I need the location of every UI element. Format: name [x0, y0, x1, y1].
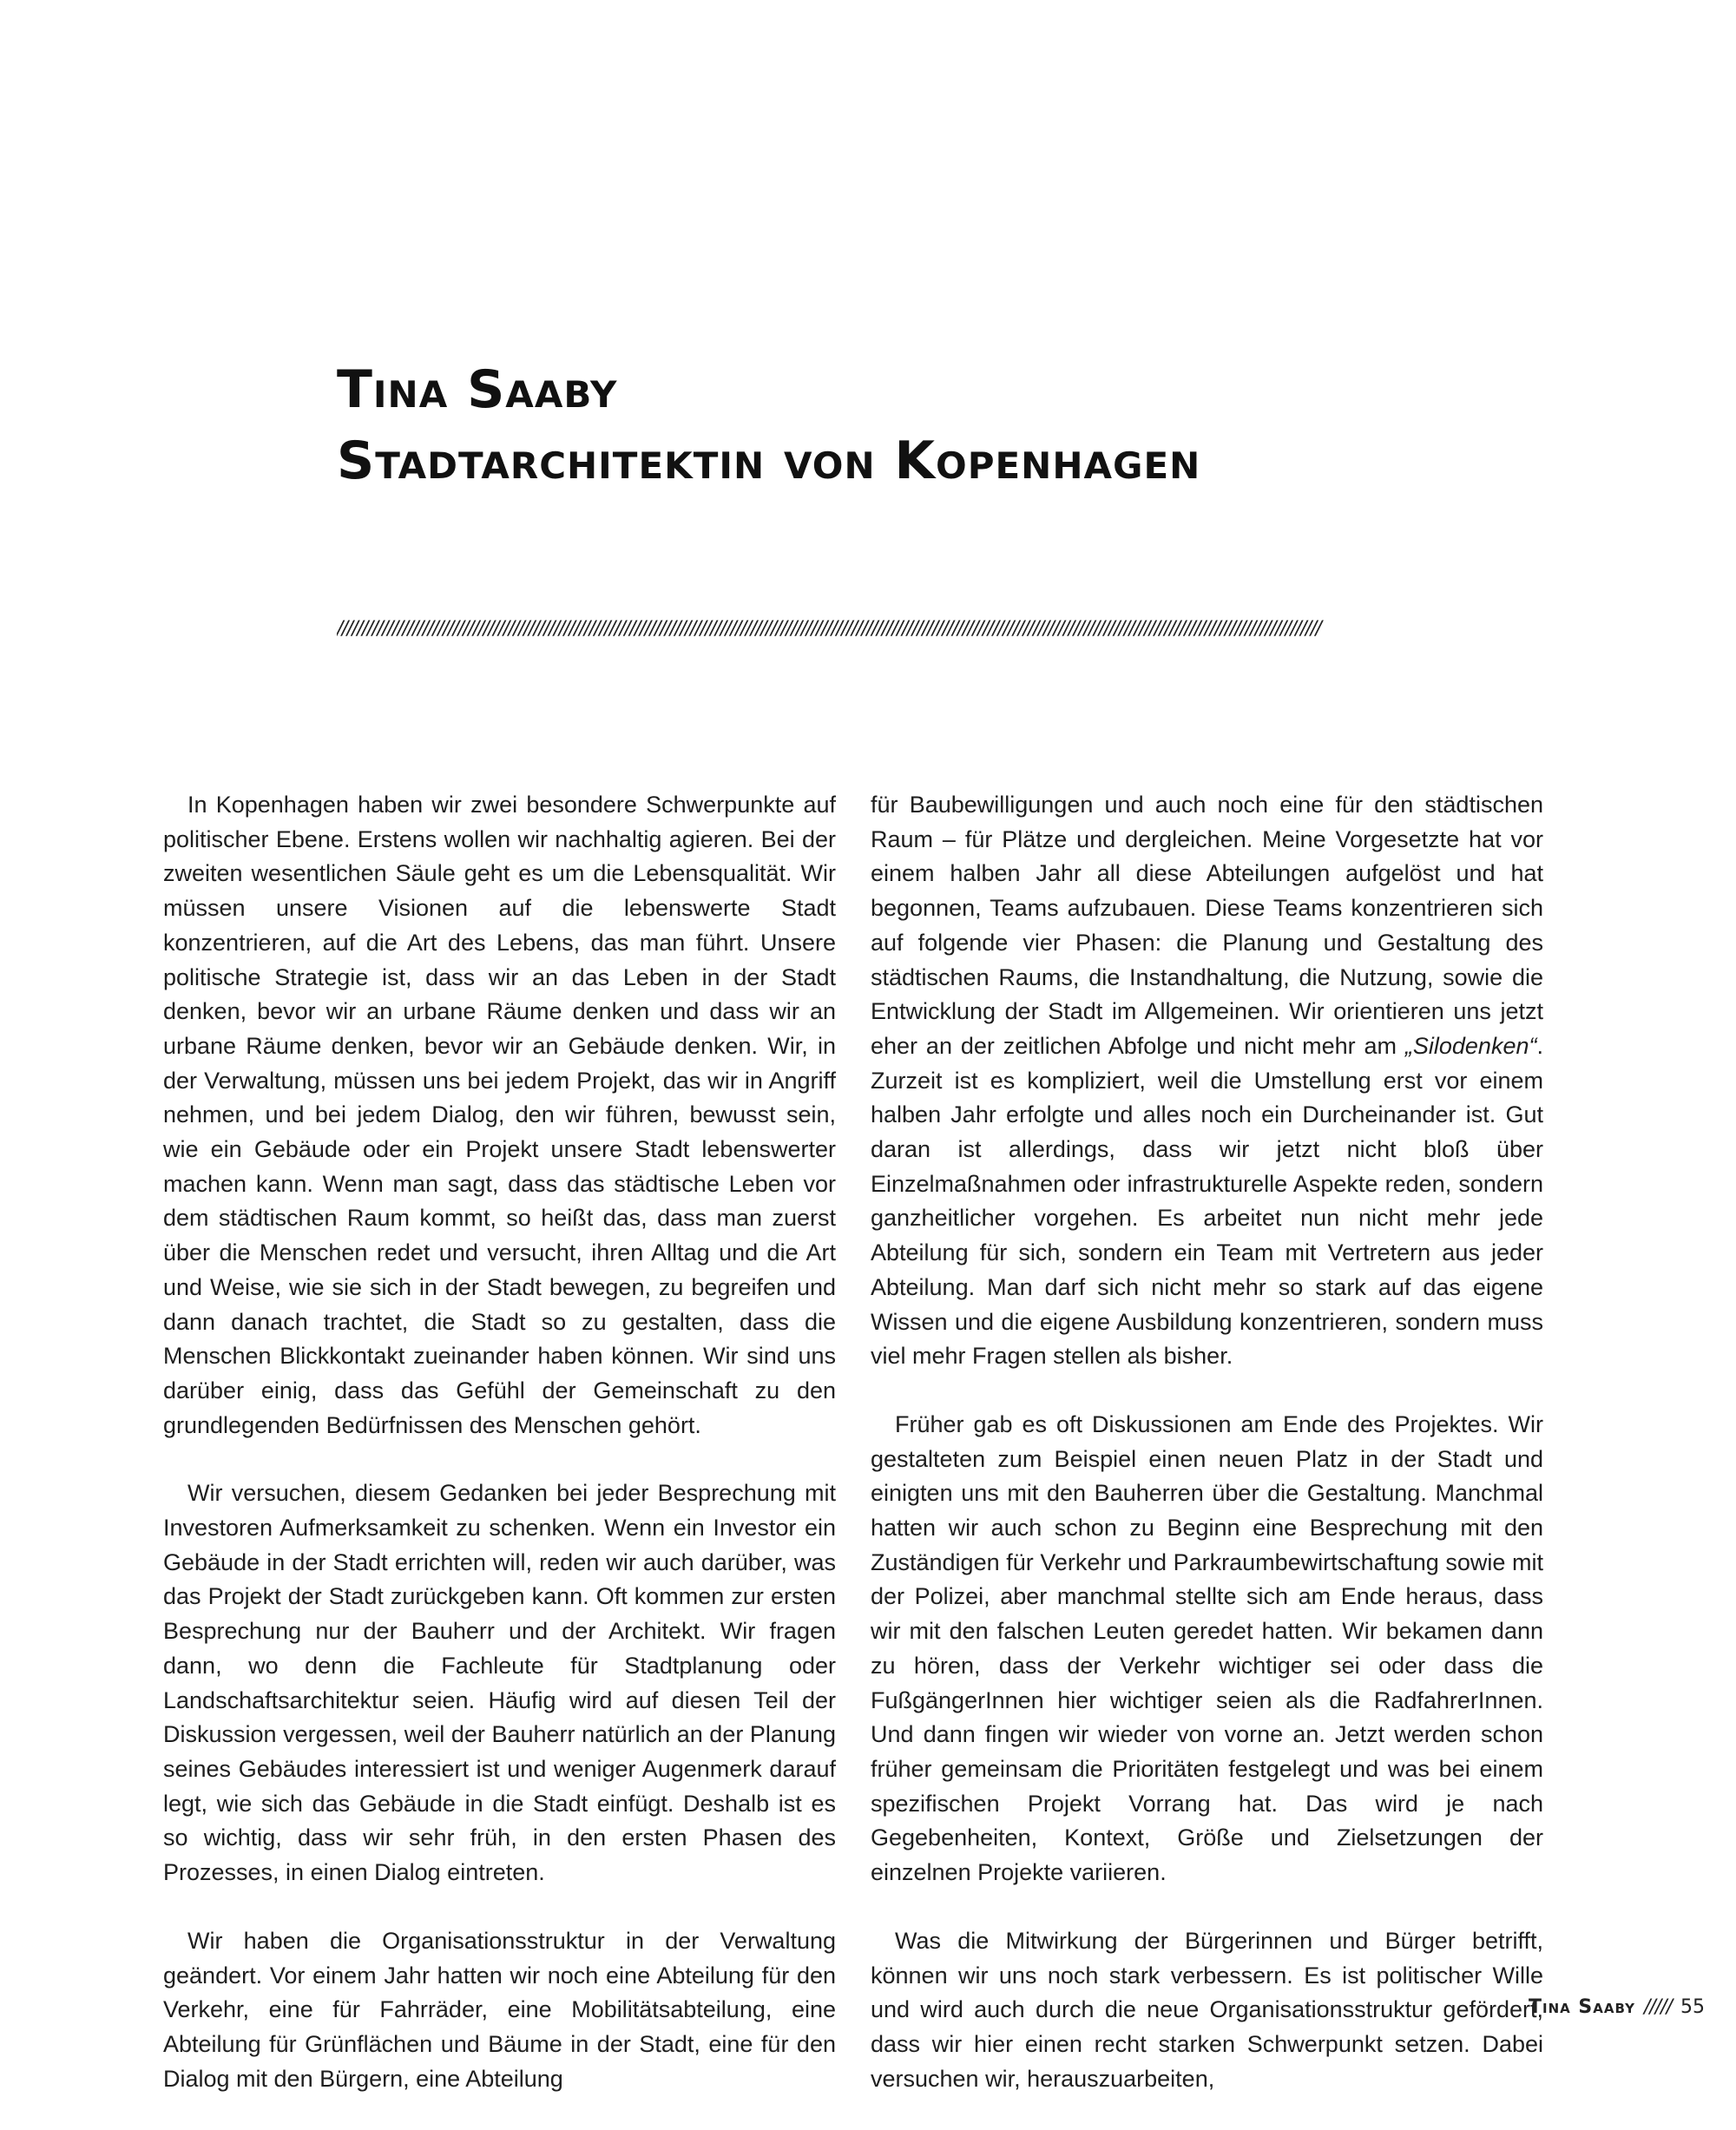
page-footer: [1529, 1996, 1705, 2018]
title-author-name: Tina Saaby: [337, 359, 618, 420]
left-text-column: [163, 788, 836, 2130]
paragraph: Wir versuchen, diesem Gedanken bei jeder Besprechung mit Investoren Aufmerksamkeit zu schenken. Wenn ein Investor ein Gebäude in der Stadt errichten will, reden wir auch darüber, was das Projekt der Stadt zurückgeben kann. Oft kommen zur ersten Besprechung nur der Bauherr und der Architekt. Wir fragen dann, wo denn die Fachleute für Stadtplanung oder Landschaftsarchitektur seien. Häufig wird auf diesen Teil der Diskussion vergessen, weil der Bauherr natürlich an der Planung seines Gebäudes interessiert ist und weniger Augenmerk darauf legt, wie sich das Gebäude in die Stadt einfügt. Deshalb ist es so wichtig, dass wir sehr früh, in den ersten Phasen des Prozesses, in einen Dialog eintreten.: [163, 1480, 836, 1886]
paragraph-continued: [871, 788, 1543, 1374]
page-number: 55: [1680, 1996, 1705, 2018]
slash-divider: ///////////////////////////////////////////////////////////////////////////////////////////////////////////////////////////////////////////////////////////////////////////////////////////////////: [337, 618, 1321, 640]
running-title: Tina Saaby: [1528, 1996, 1635, 2018]
paragraph-text: für Baubewilligungen und auch noch eine für den städtischen Raum – für Plätze und dergleichen. Meine Vorgesetzte hat vor einem halben Jahr all diese Abteilungen aufgelöst und hat begonnen, Teams aufzubauen. Diese Teams konzentrieren sich auf folgende vier Phasen: die Planung und Gestaltung des städtischen Raums, die Instandhaltung, die Nutzung, sowie die Entwicklung der Stadt im Allgemeinen. Wir orientieren uns jetzt eher an der zeitlichen Abfolge und nicht mehr am: [871, 792, 1543, 1059]
paragraph: Wir haben die Organisationsstruktur in der Verwaltung geändert. Vor einem Jahr hatten wir noch eine Abteilung für den Verkehr, eine für Fahrräder, eine Mobilitätsabteilung, eine Abteilung für Grünflächen und Bäume in der Stadt, eine für den Dialog mit den Bürgern, eine Abteilung: [163, 1927, 836, 2092]
paragraph: Früher gab es oft Diskussionen am Ende des Projektes. Wir gestalteten zum Beispiel einen neuen Platz in der Stadt und einigten uns mit den Bauherren über die Gestaltung. Manchmal hatten wir auch schon zu Beginn eine Besprechung mit den Zuständigen für Verkehr und Parkraumbewirtschaftung sowie mit der Polizei, aber manchmal stellte sich am Ende heraus, dass wir mit den falschen Leuten geredet hatten. Wir bekamen dann zu hören, dass der Verkehr wichtiger sei oder dass die FußgängerInnen hier wichtiger seien als die RadfahrerInnen. Und dann fingen wir wieder von vorne an. Jetzt werden schon früher gemeinsam die Prioritäten festgelegt und was bei einem spezifischen Projekt Vorrang hat. Das wird je nach Gegebenheiten, Kontext, Größe und Zielsetzungen der einzelnen Projekte variieren.: [871, 1410, 1543, 1886]
right-text-column: [871, 788, 1543, 2130]
paragraph: Was die Mitwirkung der Bürgerinnen und Bürger betrifft, können wir uns noch stark verbessern. Es ist politischer Wille und wird auch durch die neue Organisationsstruktur gefördert, dass wir hier einen recht starken Schwerpunkt setzen. Dabei versuchen wir, herauszuarbeiten,: [871, 1927, 1543, 2092]
paragraph-text: . Zurzeit ist es kompliziert, weil die Umstellung erst vor einem halben Jahr erfolgte und alles noch ein Durcheinander ist. Gut daran ist allerdings, dass wir jetzt nicht bloß über Einzelmaßnahmen oder infrastrukturelle Aspekte reden, sondern ganzheitlicher vorgehen. Es arbeitet nun nicht mehr jede Abteilung für sich, sondern ein Team mit Vertretern aus jeder Abteilung. Man darf sich nicht mehr so stark auf das eigene Wissen und die eigene Ausbildung konzentrieren, sondern muss viel mehr Fragen stellen als bisher.: [871, 1032, 1543, 1370]
emphasized-term: „Silodenken“: [1404, 1032, 1537, 1059]
article-title: [337, 354, 1465, 496]
title-subtitle: Stadtarchitektin von Kopenhagen: [337, 431, 1201, 491]
paragraph: In Kopenhagen haben wir zwei besondere Schwerpunkte auf politischer Ebene. Erstens wollen wir nachhaltig agieren. Bei der zweiten wesentlichen Säule geht es um die Lebensqualität. Wir müssen unsere Visionen auf die lebenswerte Stadt konzentrieren, auf die Art des Lebens, das man führt. Unsere politische Strategie ist, dass wir an das Leben in der Stadt denken, bevor wir an urbane Räume denken und dass wir an urbane Räume denken, bevor wir an Gebäude denken. Wir, in der Verwaltung, müssen uns bei jedem Projekt, das wir in Angriff nehmen, und bei jedem Dialog, den wir führen, bewusst sein, wie ein Gebäude oder ein Projekt unsere Stadt lebenswerter machen kann. Wenn man sagt, dass das städtische Leben vor dem städtischen Raum kommt, so heißt das, dass man zuerst über die Menschen redet und versucht, ihren Alltag und die Art und Weise, wie sie sich in der Stadt bewegen, zu begreifen und dann danach trachtet, die Stadt so zu gestalten, dass die Menschen Blickkontakt zueinander haben können. Wir sind uns darüber einig, dass das Gefühl der Gemeinschaft zu den grundlegenden Bedürfnissen des Menschen gehört.: [163, 792, 836, 1438]
footer-slashes: /////: [1643, 1996, 1672, 2018]
